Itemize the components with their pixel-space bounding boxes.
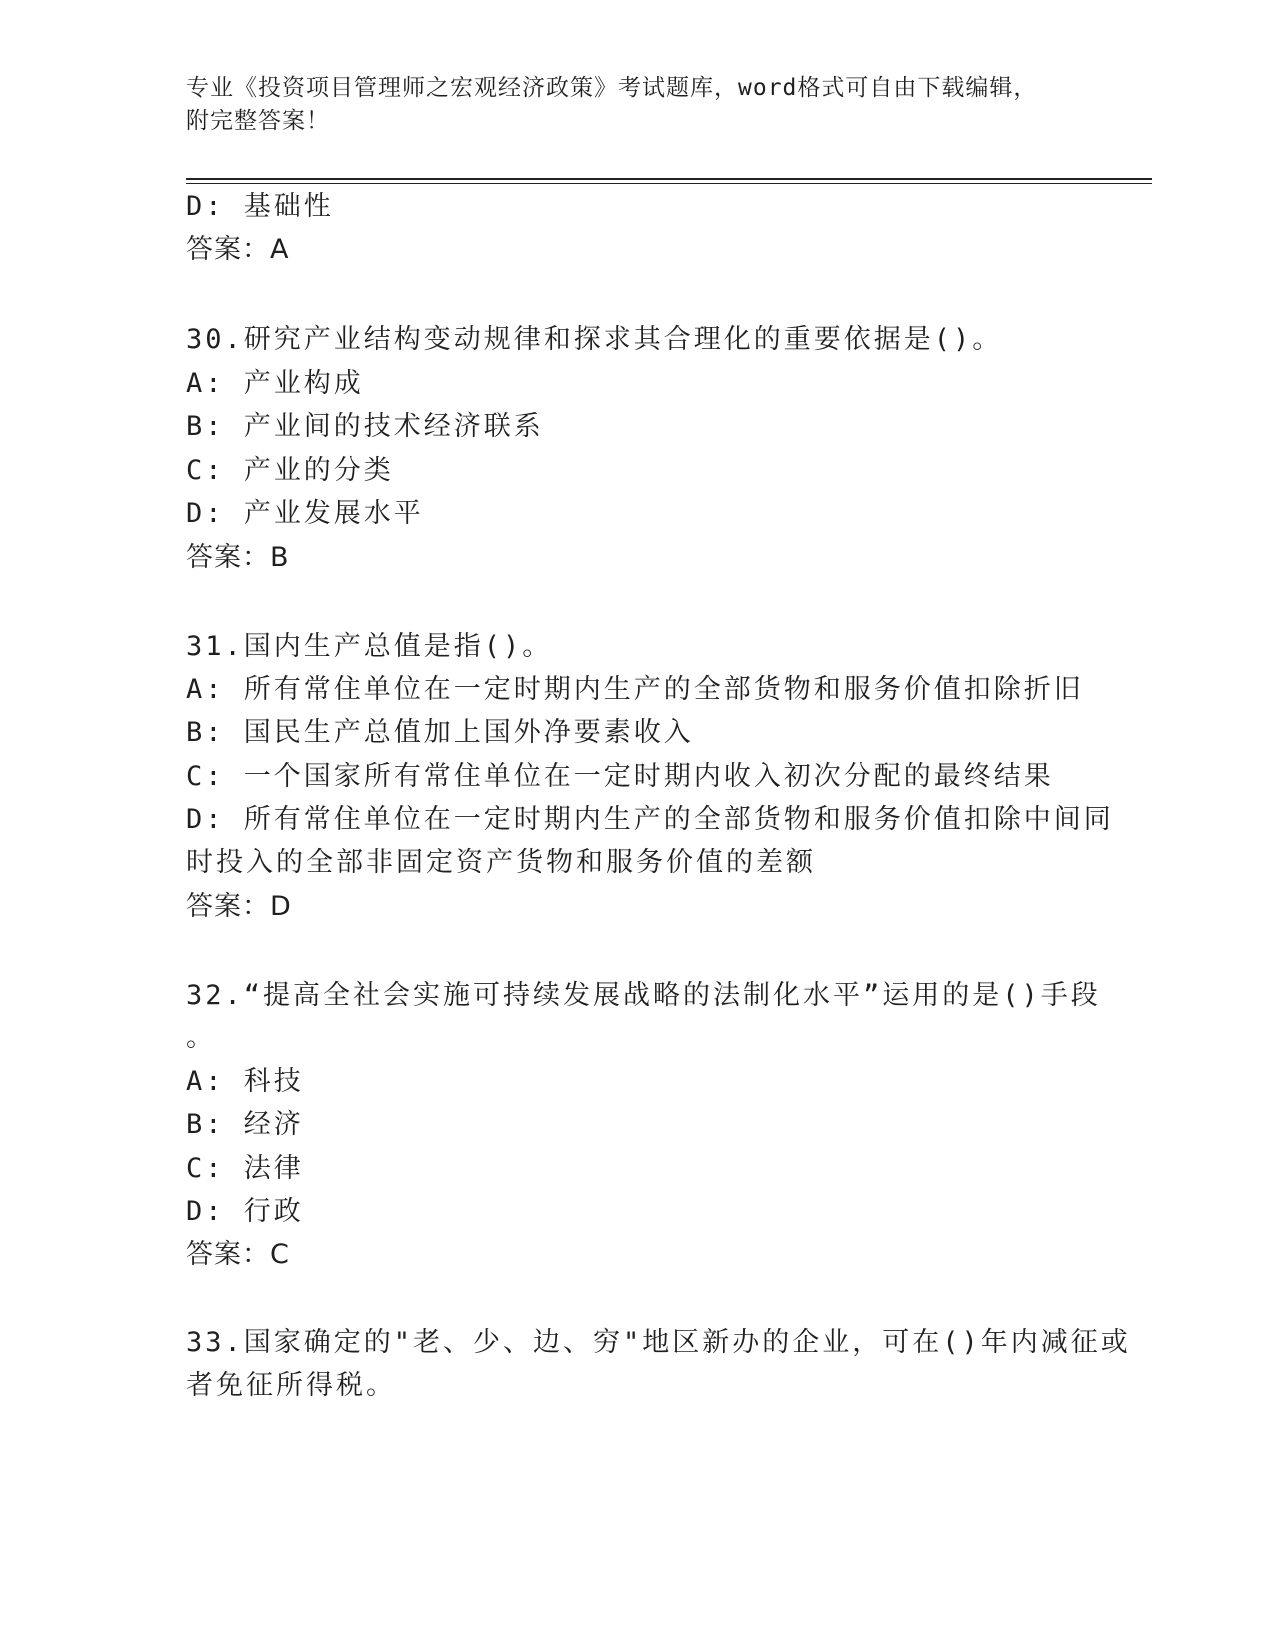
header-divider-thin: [186, 183, 1152, 184]
question-32-stem-continued: 。: [186, 1022, 216, 1053]
question-32-option-d: D: 行政: [186, 1196, 304, 1227]
question-33-stem: 33.国家确定的"老、少、边、穷"地区新办的企业，可在()年内减征或: [186, 1327, 1131, 1358]
carryover-option-d: D: 基础性: [186, 191, 334, 222]
question-32-option-b: B: 经济: [186, 1109, 304, 1140]
header-line-1: 专业《投资项目管理师之宏观经济政策》考试题库，word格式可自由下载编辑，: [186, 75, 1038, 101]
question-30-option-d: D: 产业发展水平: [186, 498, 424, 529]
question-30-option-b: B: 产业间的技术经济联系: [186, 411, 544, 442]
question-31-option-b: B: 国民生产总值加上国外净要素收入: [186, 717, 694, 748]
carryover-answer: 答案：A: [186, 234, 290, 265]
question-32-answer: 答案：C: [186, 1239, 290, 1270]
question-31-option-c: C: 一个国家所有常住单位在一定时期内收入初次分配的最终结果: [186, 761, 1054, 792]
question-30-answer: 答案：B: [186, 542, 290, 573]
question-30-option-a: A: 产业构成: [186, 368, 364, 399]
question-31-stem: 31.国内生产总值是指()。: [186, 631, 553, 662]
question-30-stem: 30.研究产业结构变动规律和探求其合理化的重要依据是()。: [186, 324, 1003, 355]
question-32-stem: 32.“提高全社会实施可持续发展战略的法制化水平”运用的是()手段: [186, 980, 1101, 1011]
question-33-stem-continued: 者免征所得税。: [186, 1370, 396, 1401]
header-line-2: 附完整答案！: [186, 108, 330, 134]
question-31-answer: 答案：D: [186, 891, 292, 922]
question-31-option-d-continued: 时投入的全部非固定资产货物和服务价值的差额: [186, 847, 816, 878]
question-32-option-a: A: 科技: [186, 1066, 304, 1097]
question-30-option-c: C: 产业的分类: [186, 455, 394, 486]
question-31-option-a: A: 所有常住单位在一定时期内生产的全部货物和服务价值扣除折旧: [186, 674, 1084, 705]
question-31-option-d: D: 所有常住单位在一定时期内生产的全部货物和服务价值扣除中间同: [186, 804, 1114, 835]
document-header: [186, 72, 1066, 138]
header-divider-thick: [186, 178, 1152, 180]
question-32-option-c: C: 法律: [186, 1153, 304, 1184]
